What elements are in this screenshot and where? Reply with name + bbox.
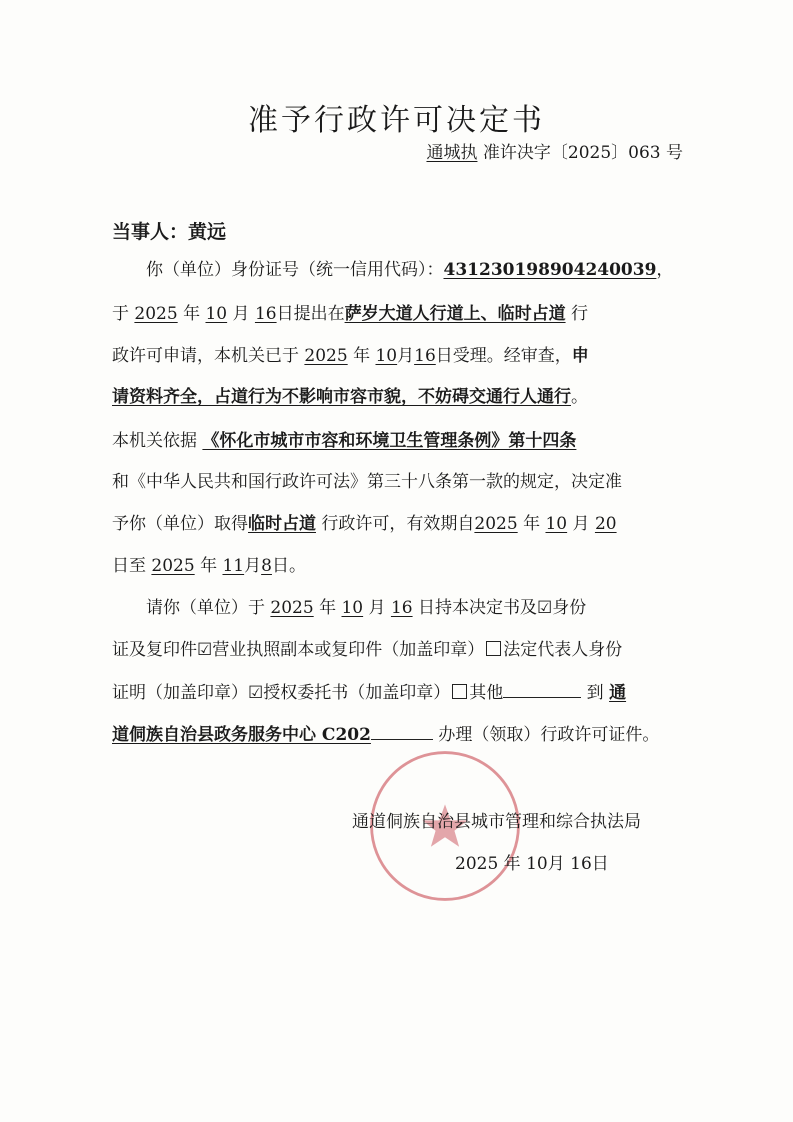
checkbox-id-card-checked-icon: ☑ xyxy=(536,598,553,618)
text: 其他 xyxy=(469,683,504,703)
text: 月 xyxy=(232,304,250,324)
document-title: 准予行政许可决定书 xyxy=(248,103,545,138)
text: 月 xyxy=(572,514,590,534)
other-blank xyxy=(503,680,581,698)
text: 月 xyxy=(397,346,415,366)
text: 和《中华人民共和国行政许可法》第三十八条第一款的规定，决定准 xyxy=(112,472,622,492)
signature-date xyxy=(455,849,609,874)
checkbox-other-unchecked-icon xyxy=(452,684,467,699)
text: 营业执照副本或复印件（加盖印章） xyxy=(212,640,485,660)
text: 年 xyxy=(353,346,371,366)
valid-end-day: 8 xyxy=(261,556,272,576)
text: 年 xyxy=(183,304,201,324)
checkbox-authorization-checked-icon: ☑ xyxy=(248,683,264,703)
text: 授权委托书（加盖印章） xyxy=(263,683,451,703)
service-location-blank xyxy=(371,722,433,740)
text: 年 xyxy=(503,854,521,874)
accept-month: 10 xyxy=(375,346,398,366)
text: 法定代表人身份 xyxy=(503,640,623,660)
accept-day: 16 xyxy=(414,346,436,366)
text: 日提出在 xyxy=(276,304,345,324)
body-line-3 xyxy=(112,344,682,368)
party-line xyxy=(112,220,682,244)
text: 日 xyxy=(591,854,609,874)
service-location: 道侗族自治县政务服务中心 C202 xyxy=(112,725,371,745)
body-line-8 xyxy=(112,554,682,578)
text: 月 xyxy=(368,598,386,618)
text-comma: ， xyxy=(656,260,674,280)
id-number: 431230198904240039 xyxy=(443,260,657,280)
body-line-2 xyxy=(112,302,682,326)
text: 年 xyxy=(200,556,218,576)
text: 到 xyxy=(586,683,604,703)
text: 行政许可，有效期自 xyxy=(321,514,475,534)
valid-start-day: 20 xyxy=(594,514,617,534)
pickup-year: 2025 xyxy=(270,598,314,618)
body-line-9 xyxy=(146,596,716,620)
pickup-month: 10 xyxy=(341,598,364,618)
body-line-4 xyxy=(112,385,682,409)
body-line-7 xyxy=(112,512,682,536)
document-number xyxy=(426,138,683,163)
body-line-1 xyxy=(146,258,716,282)
text: 月 xyxy=(547,854,565,874)
permit-type: 临时占道 xyxy=(248,514,316,534)
valid-start-year: 2025 xyxy=(474,514,518,534)
text: 日。 xyxy=(271,556,306,576)
checkbox-legal-rep-unchecked-icon xyxy=(486,641,501,656)
signature-month: 10 xyxy=(526,854,548,874)
valid-end-month: 11 xyxy=(222,556,245,576)
text: 日至 xyxy=(112,556,146,576)
body-line-12 xyxy=(112,722,682,747)
checkbox-business-license-checked-icon: ☑ xyxy=(197,640,213,660)
text: 政许可申请，本机关已于 xyxy=(112,346,299,366)
body-line-11 xyxy=(112,680,682,705)
text: 日受理。经审查， xyxy=(435,346,572,366)
text: 年 xyxy=(319,598,337,618)
accept-year: 2025 xyxy=(304,346,348,366)
text: 行 xyxy=(570,304,588,324)
party-label: 当事人： xyxy=(112,221,189,243)
text: 月 xyxy=(244,556,262,576)
text: 证及复印件 xyxy=(112,640,197,660)
issuing-authority: 通道侗族自治县城市管理和综合执法局 xyxy=(352,812,641,832)
pickup-day: 16 xyxy=(390,598,413,618)
text: 于 xyxy=(112,304,129,324)
body-line-6 xyxy=(112,470,682,494)
location: 萨岁大道人行道上、临时占道 xyxy=(344,304,566,324)
signature-day: 16 xyxy=(570,854,592,874)
valid-end-year: 2025 xyxy=(151,556,195,576)
body-line-5 xyxy=(112,429,682,453)
text: 证明（加盖印章） xyxy=(112,683,248,703)
text-id-label: 你（单位）身份证号（统一信用代码）： xyxy=(146,260,444,280)
text: 年 xyxy=(523,514,541,534)
signature-year: 2025 xyxy=(455,854,499,874)
text: 办理（领取）行政许可证件。 xyxy=(438,725,660,745)
document-number-rest: 准许决字〔2025〕063 号 xyxy=(477,143,683,163)
text: 申 xyxy=(571,346,589,366)
apply-year: 2025 xyxy=(134,304,178,324)
text: 。 xyxy=(571,387,588,407)
text: 通 xyxy=(609,683,627,703)
review-findings: 请资料齐全，占道行为不影响市容市貌，不妨碍交通行人通行 xyxy=(112,387,571,407)
document-number-prefix: 通城执 xyxy=(426,143,478,163)
text: 予你（单位）取得 xyxy=(112,514,248,534)
apply-day: 16 xyxy=(254,304,277,324)
text: 本机关依据 xyxy=(112,431,197,451)
text: 日持本决定书及 xyxy=(417,598,537,618)
text: 请你（单位）于 xyxy=(146,598,265,618)
apply-month: 10 xyxy=(205,304,228,324)
body-line-10 xyxy=(112,638,682,662)
text: 身份 xyxy=(552,598,587,618)
valid-start-month: 10 xyxy=(545,514,568,534)
party-name: 黄远 xyxy=(188,221,227,243)
regulation: 《怀化市城市市容和环境卫生管理条例》第十四条 xyxy=(202,431,577,451)
